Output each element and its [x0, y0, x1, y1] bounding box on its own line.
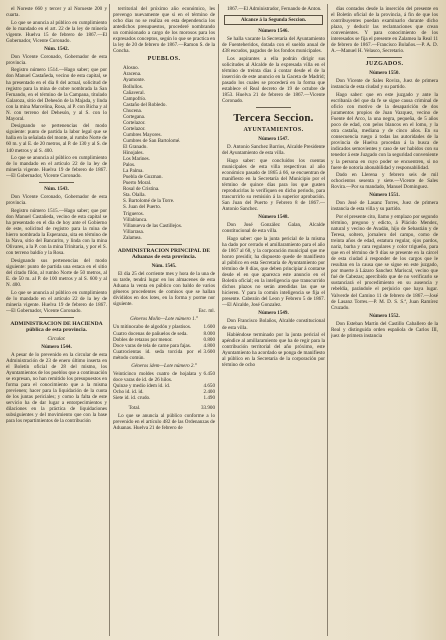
paragraph: Don José González Galan, Alcalde constitucional de esta villa. [222, 222, 325, 235]
paragraph: Don Vicente Coronado, Gobernador de esta provincia. [6, 53, 107, 66]
town-item: Aracena. [123, 71, 142, 78]
town-item: Alosno. [123, 65, 139, 72]
items-table [113, 371, 215, 401]
town-item: Villablanca. [123, 216, 148, 223]
column-2 [113, 6, 215, 634]
notice-number: Núm. 1545. [151, 262, 177, 269]
paragraph: 1867.—El Administrador, Fernando de Anton. [227, 6, 322, 12]
currency-header: Esc. ml. [198, 308, 215, 315]
paragraph: Lo que se anuncia al público conforme a lo prevenido en el artículo 482 de las Ordenanzas de Aduanas. Huelva 21 de febrero de [113, 413, 215, 432]
item-amount: 4.650 [203, 382, 215, 389]
town-item: Ayamonte. [123, 77, 146, 84]
section-heading: AYUNTAMIENTOS. [243, 127, 304, 134]
item-label: Cuatrocientas id. seda torcida por el método común. [113, 348, 202, 361]
paragraph: territorial del próximo año económico, les prevengo nuevamente que si en el término de ocho dias no se realiza en esta dependencia los antedichos presupuestos, procederé nombrando un comisionado a cargo de los morosos para los expresados conceptos, según lo que se practica en la ley de 20 de febrero de 1867.—Ramon S. de la Concha. [113, 6, 215, 55]
notice-number: Número 1551. [369, 192, 400, 199]
paragraph: Hago saber: que concluidos los cuentas municipales de esta villa respectivas al año económico pasado de 1865 á 66, se encuentran de manifiesto en la Secretaría del Municipio por el término de quince días para los que gusten reproducirlas lo verifiquen en dicho periodo, para trascurrirlo su remisión á la superior aprobación. San Juan del Puerto y Febrero 8 de 1867.—Antonio Sanchez. [222, 157, 325, 213]
paragraph: Se halla vacante la Secretaría del Ayuntamiento de Fuenteheridos, dotada con el sueldo anual de 438 escudos, pagados de los fondos municipales. [222, 36, 325, 55]
town-item: Los Marines. [123, 156, 150, 163]
notice-number: Número 1547. [258, 136, 289, 143]
town-item: Rosal de Cristina. [123, 186, 160, 193]
item-amount: 0.800 [203, 336, 215, 343]
notice-number: Núm. 1542. [44, 45, 69, 52]
separator [367, 57, 402, 58]
separator [39, 317, 74, 318]
town-item: Cortelazor. [123, 119, 146, 126]
separator [39, 182, 74, 183]
notice-number: Número 1550. [369, 70, 400, 77]
paragraph: Los aspirantes a ella podrán dirigir sus solicitudes al Alcalde de la expresada villa en el término de treinta días á contar desde el de la inserción de este anuncio en la Gaceta de Madrid; pasado los cuales se procederá en la forma que establece el Real decreto de 19 de octubre de 1853. Huelva 21 de febrero de 1867.—Vicente Coronado. [222, 55, 325, 105]
subheading: Circular. [47, 335, 66, 342]
section-title: Tercera Seccion. [233, 112, 314, 125]
total-table [113, 403, 215, 411]
town-item: Palos. [123, 162, 136, 169]
item-label: Siete id. id. crudo. [113, 394, 151, 401]
items-table [113, 324, 215, 360]
notice-number: Número 1548. [258, 214, 289, 221]
column-rule [218, 4, 219, 636]
paragraph: D. Antonio Sanchez Barrios, Alcalde Presidente del Ayuntamiento de esta villa. [222, 144, 325, 157]
paragraph: Lo que se anuncia al público en cumplimiento de lo mandado en el artículo 22 de la ley de minería vigente. Huelva 19 de febrero de 1867.—El Gobernador, Vicente Coronado. [6, 289, 107, 314]
column-rule [109, 4, 110, 636]
notice-number: Número 1552. [369, 312, 400, 319]
column-rule [327, 4, 328, 636]
paragraph: Por el presente cito, llamo y emplazo por segundo término, pregono y edicto, á Plácido Mendez, natural y vecino de Avadán, hijo de Sebastián y de Teresa, soltero, jornalero del campo, como de treinta años de edad, estatura regular, ojos pardos, nariz, barba y cara regulares y color trigueño, para que en el término de 9 días se presente en la cárcel de esta ciudad á responder de los cargos que le resultan en la causa que se sigue en este juzgado, por muerte á Lázaro Sanchez Mariscal, vecino que fué de Cabezas; apercibido que de no verificarlo se sustanciará el procedimiento en su ausencia y rebeldía, parándole el perjuicio que haya lugar. Valverde del Camino 11 de febrero de 1867.—José de Lasanz Torres.—P. M. D. S. S.ª, Juan Ramírez Cruzado. [331, 213, 438, 311]
paragraph: días contados desde la inserción del presente en el Boletín oficial de la provincia, á fin de que los contribuyentes puedan examinarlo durante dicho plazo, y deducir las reclamaciones que crean convenientes. Y para conocimiento de los interesados se fija el presente en Zalamea la Real 11 de febrero de 1867.—Francisco Bolaños.—P. A. D. A.—Manuel H. Velasco, Secretario. [331, 6, 438, 55]
section-heading: JUZGADOS. [365, 61, 404, 68]
town-item: Cumbres Mayores. [123, 131, 162, 138]
town-item: La Palma. [123, 168, 144, 175]
paragraph: Habiéndose terminado por la junta pericial el apéndice al amillaramiento que ha de regir para la contribución territorial del año próximo, este Ayuntamiento ha acordado se ponga de manifiesto al público en la Secretaría de la corporación por término de ocho [222, 332, 325, 369]
section-heading: ADMINISTRACION DE HACIENDA pública de esta provincia. [10, 320, 103, 334]
town-item: Chucena. [123, 107, 143, 114]
separator [147, 244, 182, 245]
notice-number: Número 1546. [258, 28, 289, 35]
town-item: Campofrío. [123, 95, 147, 102]
town-item: Trigueros. [123, 210, 144, 217]
paragraph: Hago saber: que en este juzgado y ante la escribanía del que da fe se sigue causa criminal de oficio con motivo de la desaparición de dos juramentos propios de Juan Vazquez, vecino de Fuente del Arco, la una negra, pequeña, de 5 años poco de edad, con pelos blancos en el lomo, y la otra castaña, mediana y de cinco años. En su consecuencia ruego á todas las autoridades de la provincia de Huelva procedan á la busca de indicados semovientes y caso de ser habidos con su tenedor á este Juzgado con la seguridad conveniente y la persona en cuyo poder se encuentren, si no fuere de notoria abonabilidad y responsabilidad. [331, 92, 438, 171]
paragraph: Don José de Lasanz Torres, Juez de primera instancia de esta villa y su partido. [331, 200, 438, 213]
paragraph: Don Vicente Coronado, Gobernador de esta provincia. [6, 194, 107, 207]
town-item: Cañaveral. [123, 89, 145, 96]
town-item: S. Bartolomé de la Torre. [123, 198, 175, 205]
item-amount: 8.000 [203, 330, 215, 337]
town-item: Villarrasa. [123, 228, 145, 235]
paragraph: A pesar de lo prevenido en la circular de esta Administración de 23 de enero último inserta en el Boletín oficial de 28 del mismo, los Ayuntamientos de los pueblos que a continuación se expresan, no han remitido los presupuestos en forma para el conocimiento que a la misma previenen; hacer para la liquidación de la cuota de los juntas periciales; y como la falta de este servicio ha de dar lugar a entorpecimientos y dilaciones en la práctica de liquidaciones subsiguientes y del movimiento que con la base para los repartimientos de la contribución [6, 351, 107, 425]
item-label: Veinticinco moldes cuatro de hojalata y doce varas de id. de 26 hilos. [113, 370, 202, 383]
item-amount: 2.400 [203, 388, 215, 395]
column-3 [222, 6, 325, 634]
paragraph: Don Francisco Bolaños, Alcalde constitucional de esta villa. [222, 318, 325, 331]
column-1 [6, 6, 107, 634]
towns-list [113, 65, 215, 240]
town-item: S. Juan del Puerto. [123, 204, 162, 211]
notice-number: Número 1544. [41, 343, 72, 350]
town-item: Bollullos. [123, 83, 143, 90]
lot-heading: Géneros Molin—Lote número 1.° [130, 316, 198, 323]
paragraph: el Noreste 660 y tercer y al Norueste 200 y cuarta. [6, 6, 107, 19]
item-amount: 3.600 [203, 348, 215, 355]
separator [256, 107, 291, 108]
paragraph: Dado en Llerena y febrero seis de mil ochocientos sesenta y siete.—Vicente de Sales Rovira.—Por su mandado, Manuel Dominguez. [331, 172, 438, 191]
item-amount: 1.490 [203, 394, 215, 401]
paragraph: Designando se pertenencias del modo siguiente: punto de partida la labor legal que se halla en la señalada del monte, al rumbo Norte de 60 m. y al E. de 20 metros, al P. de 130 y al S. de 140 metros y al S. 400. [6, 123, 107, 154]
notice-number: Núm. 1543. [44, 186, 69, 193]
item-label: Doce varas de tela de carne para fajas. [113, 342, 192, 349]
item-amount: 4.800 [203, 342, 215, 349]
item-label: Dobles de retazos por menor. [113, 336, 173, 343]
town-item: Puerto Moral. [123, 180, 152, 187]
town-item: Villanueva de las Castillejos. [123, 222, 183, 229]
total-label: Total. [128, 405, 141, 412]
paragraph: Hago saber: que la junta pericial de la misma ha dado por cerrado el amillaramiento para el año de 1867 al 68, y la corporación municipal que me honro presidir, ha dispuesto quede de manifiesto al público en esta Secretaría de Ayuntamiento por término de 8 días, que deben principiar á contarse desde el en que aparezca este anuncio en el Boletín oficial; en la inteligencia que transcurrido dichos plazos no serán atendidas las que se hicieren. Y para la común inteligencia se fija el presente. Cabezón del Leon y Febrero 5 de 1867.—El Alcalde, José Gonzalez. [222, 235, 325, 309]
town-item: Hinojales. [123, 150, 144, 157]
town-item: Cortelazor. [123, 125, 146, 132]
boxed-heading: Alcance á la Segunda Seccion. [224, 15, 323, 25]
table-row [113, 395, 215, 401]
paragraph: Don Esteban Martín del Castillo Caballero de la Real y distinguida orden española de Carlos III, juez de primera instancia [331, 320, 438, 339]
table-row [113, 349, 215, 361]
item-amount: 1.600 [203, 324, 215, 331]
town-item: Castaño del Robledo. [123, 101, 167, 108]
town-item: Cumbres de San Bartolomé. [123, 137, 181, 144]
table-row [113, 371, 215, 383]
paragraph: Don Vicente de Sales Rovira, Juez de primera instancia de esta ciudad y su partido. [331, 78, 438, 91]
section-heading: PUEBLOS. [147, 56, 181, 63]
town-item: El Granado. [123, 143, 148, 150]
item-label: Ocho id. id. id. [113, 388, 144, 395]
paragraph: Registro número 1514.—Hago saber; que por don Manuel Castañeda, vecino de esta capital, se ha presentado en el dia 8 del actual, solicitud de registro para la mina de cobre nombrada la San Fernando, en el término de la Campana, titulado Galaroza, sitio del Dehesón de la Majada, y linda con la mina Marcelina, Rosa, al P. con Bicha y al N. con terreno del Dehesón, y al S. con lo Mayoral. [6, 67, 107, 122]
notice-number: Número 1549. [258, 310, 289, 317]
town-item: Zalamea. [123, 234, 142, 241]
item-label: Un mitinocabo de algodón y plastisos. [113, 324, 192, 331]
paragraph: Lo que se anuncia al público en cumplimiento de lo mandado en el art. 22 de la ley de minería vigente. Huelva 15 de febrero de 1867.—El Gobernador, Vicente Coronado. [6, 19, 107, 44]
paragraph: El día 25 del corriente mes y hora de la una de su tarde, tendrá lugar en los almacenes de esta Aduana la venta en público con baldo de varios géneros procedentes de comisos que se hallan divididos en dos lotes, en la forma y porme nor siguiente. [113, 270, 215, 307]
paragraph: Lo que se anuncia al público en cumplimiento de lo mandado en el artículo 22 de la ley de minería vigente. Huelva 19 de febrero de 1867.—El Gobernador, Vicente Coronado. [6, 155, 107, 180]
item-label: Quinze y medio ídem id. id. [113, 382, 171, 389]
town-item: Sta. Olalla. [123, 192, 146, 199]
item-amount: 6.450 [203, 370, 215, 377]
lot-heading: Géneros ídem—Lote número 2.° [131, 362, 197, 369]
column-4 [331, 6, 438, 634]
paragraph: Registro número 1515.—Hago saber; que por don Manuel Castañeda, vecino de esta capital se ha presentado en el dia de hoy ante el Gobierno de este, solicitud de registro para la mina de hierro nombrada la Esperanza, sita en término de la Nava, sitio del Bancarito, y linda con la mina Olivares, a la P. con la mina Trinitaria, y por el S. con terreno baldío y la Rosa. [6, 207, 107, 257]
town-item: Puebla de Guzman. [123, 174, 163, 181]
town-item: Cortegana. [123, 113, 146, 120]
section-heading: ADMINISTRACION PRINCIPAL DE Aduanas de esta provincia. [117, 247, 211, 261]
paragraph: Designando sus pertenencias del modo siguiente: punto de partida una estaca en el sitio del citado filón, al rumbo Norte de 50 metros, al E. de 50 m. al P. de 100 metros y al S. 600 y al N. 400. [6, 257, 107, 288]
total-amount: 33.900 [200, 405, 215, 412]
item-label: Cuatro docenas de pañuelos de seda. [113, 330, 188, 337]
